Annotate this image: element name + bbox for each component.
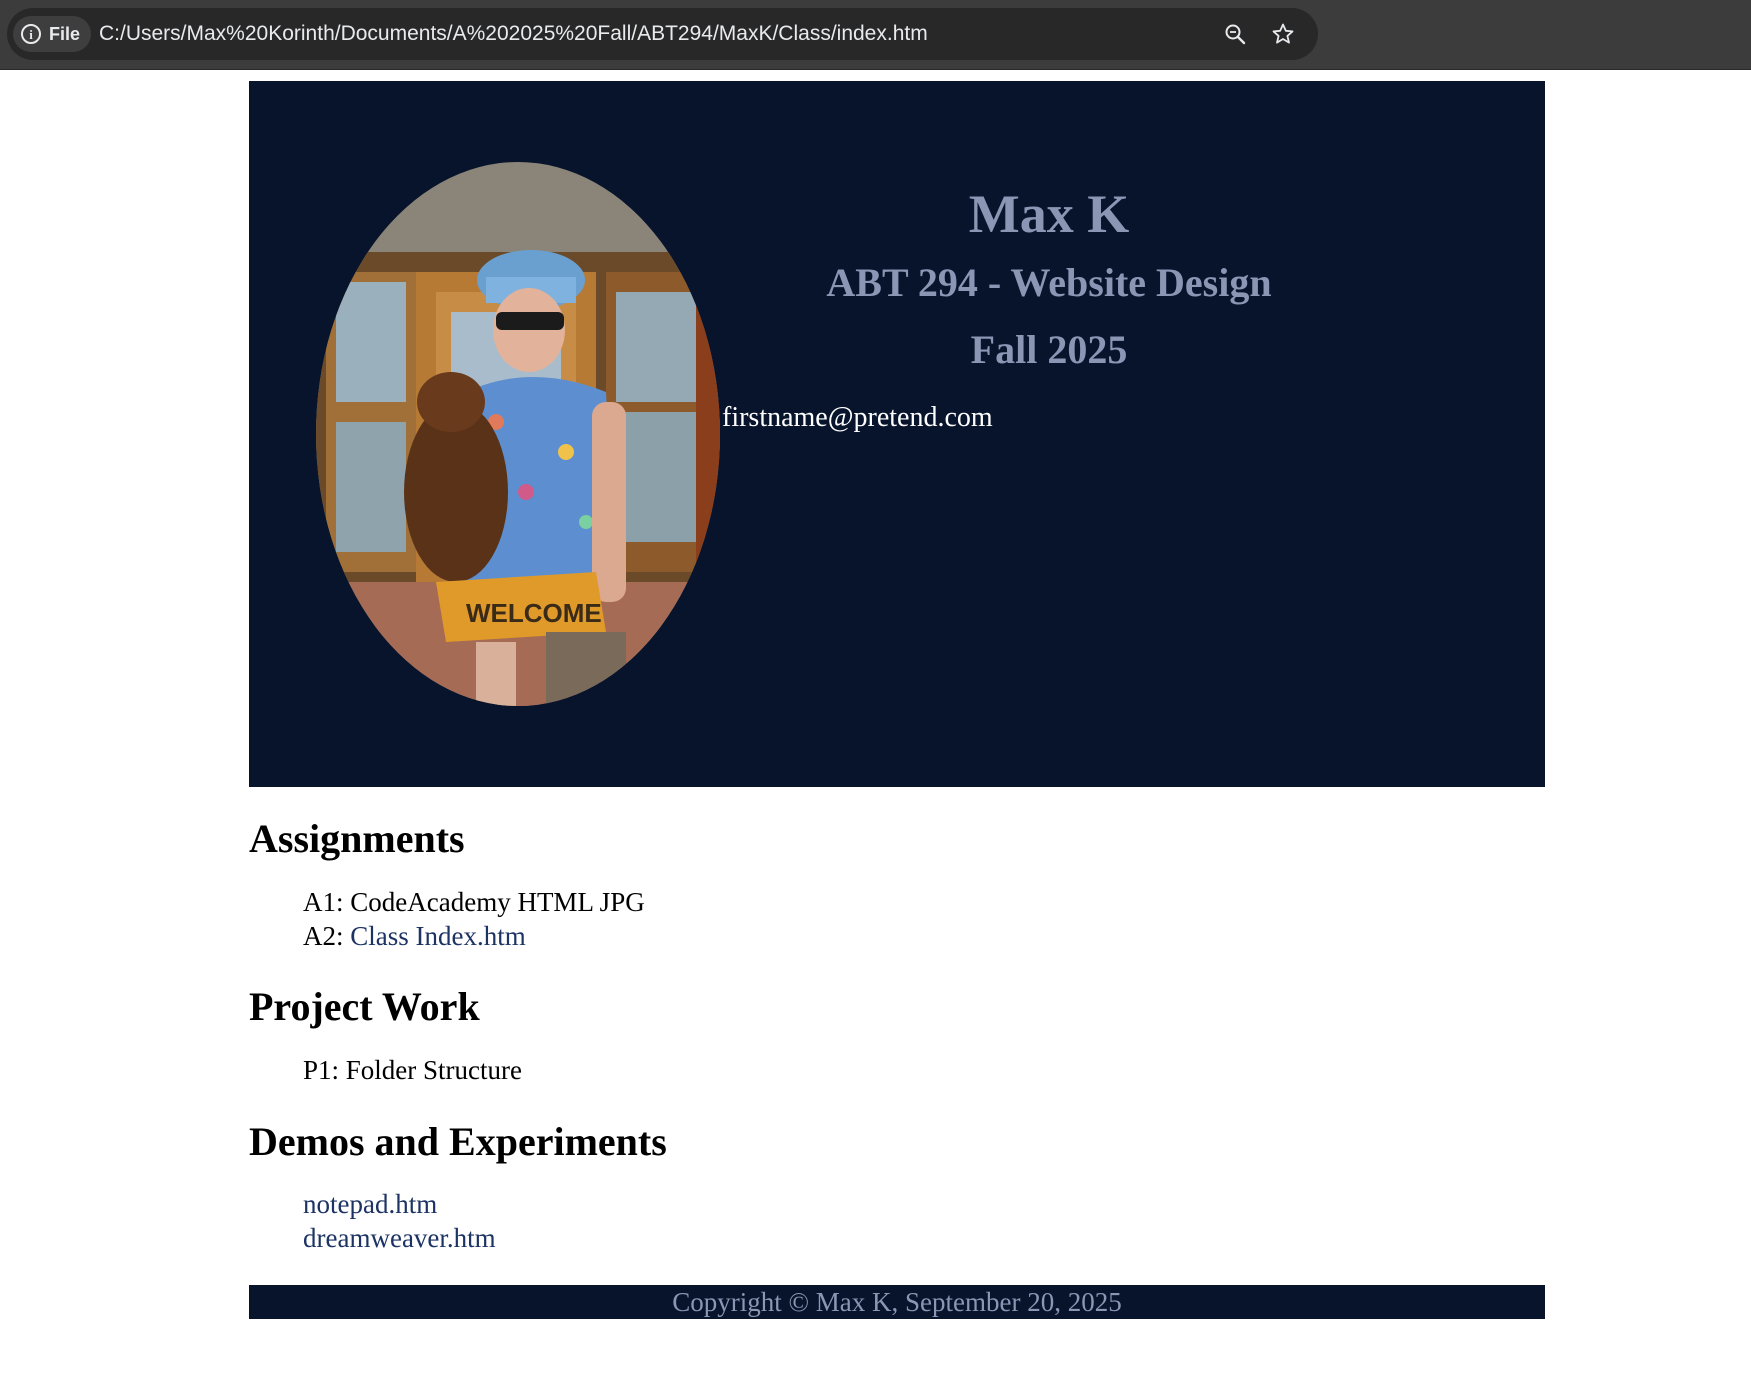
browser-toolbar: [0, 0, 1751, 70]
assignment-a1-label: A1: CodeAcademy HTML JPG: [303, 887, 645, 917]
dreamweaver-link[interactable]: dreamweaver.htm: [303, 1223, 496, 1253]
url-text[interactable]: C:/Users/Max%20Korinth/Documents/A%202025%20Fall/ABT294/MaxK/Class/index.htm: [99, 22, 928, 45]
assignment-a2-label: A2:: [303, 921, 351, 951]
term-label: Fall 2025: [970, 327, 1128, 372]
svg-text:WELCOME: WELCOME: [466, 598, 602, 628]
list-item: [303, 1053, 522, 1087]
notepad-link[interactable]: notepad.htm: [303, 1189, 438, 1219]
list-item: [303, 919, 645, 953]
zoom-icon[interactable]: [1223, 22, 1247, 46]
info-icon: i: [21, 24, 41, 44]
assignments-heading: Assignments: [249, 816, 465, 861]
header-banner: [249, 81, 1545, 787]
page-content: [249, 81, 1545, 1317]
profile-photo-illustration: [316, 162, 720, 706]
assignments-list: [303, 885, 645, 953]
list-item: [303, 1187, 496, 1221]
address-bar[interactable]: [7, 8, 1318, 60]
project-work-heading: Project Work: [249, 984, 480, 1029]
course-title: ABT 294 - Website Design: [826, 260, 1272, 305]
project-p1-label: P1: Folder Structure: [303, 1055, 522, 1085]
demos-heading: Demos and Experiments: [249, 1119, 667, 1164]
list-item: [303, 1221, 496, 1255]
project-list: [303, 1053, 522, 1087]
site-info-button[interactable]: [13, 16, 91, 52]
class-index-link[interactable]: Class Index.htm: [350, 921, 526, 951]
contact-email: firstname@pretend.com: [722, 402, 993, 433]
demos-list: [303, 1187, 496, 1255]
list-item: [303, 885, 645, 919]
site-owner-name: Max K: [968, 184, 1130, 244]
page-footer: Copyright © Max K, September 20, 2025: [249, 1285, 1545, 1319]
profile-photo: [316, 162, 720, 706]
bookmark-star-icon[interactable]: [1271, 22, 1295, 46]
site-chip-label: File: [49, 23, 81, 44]
